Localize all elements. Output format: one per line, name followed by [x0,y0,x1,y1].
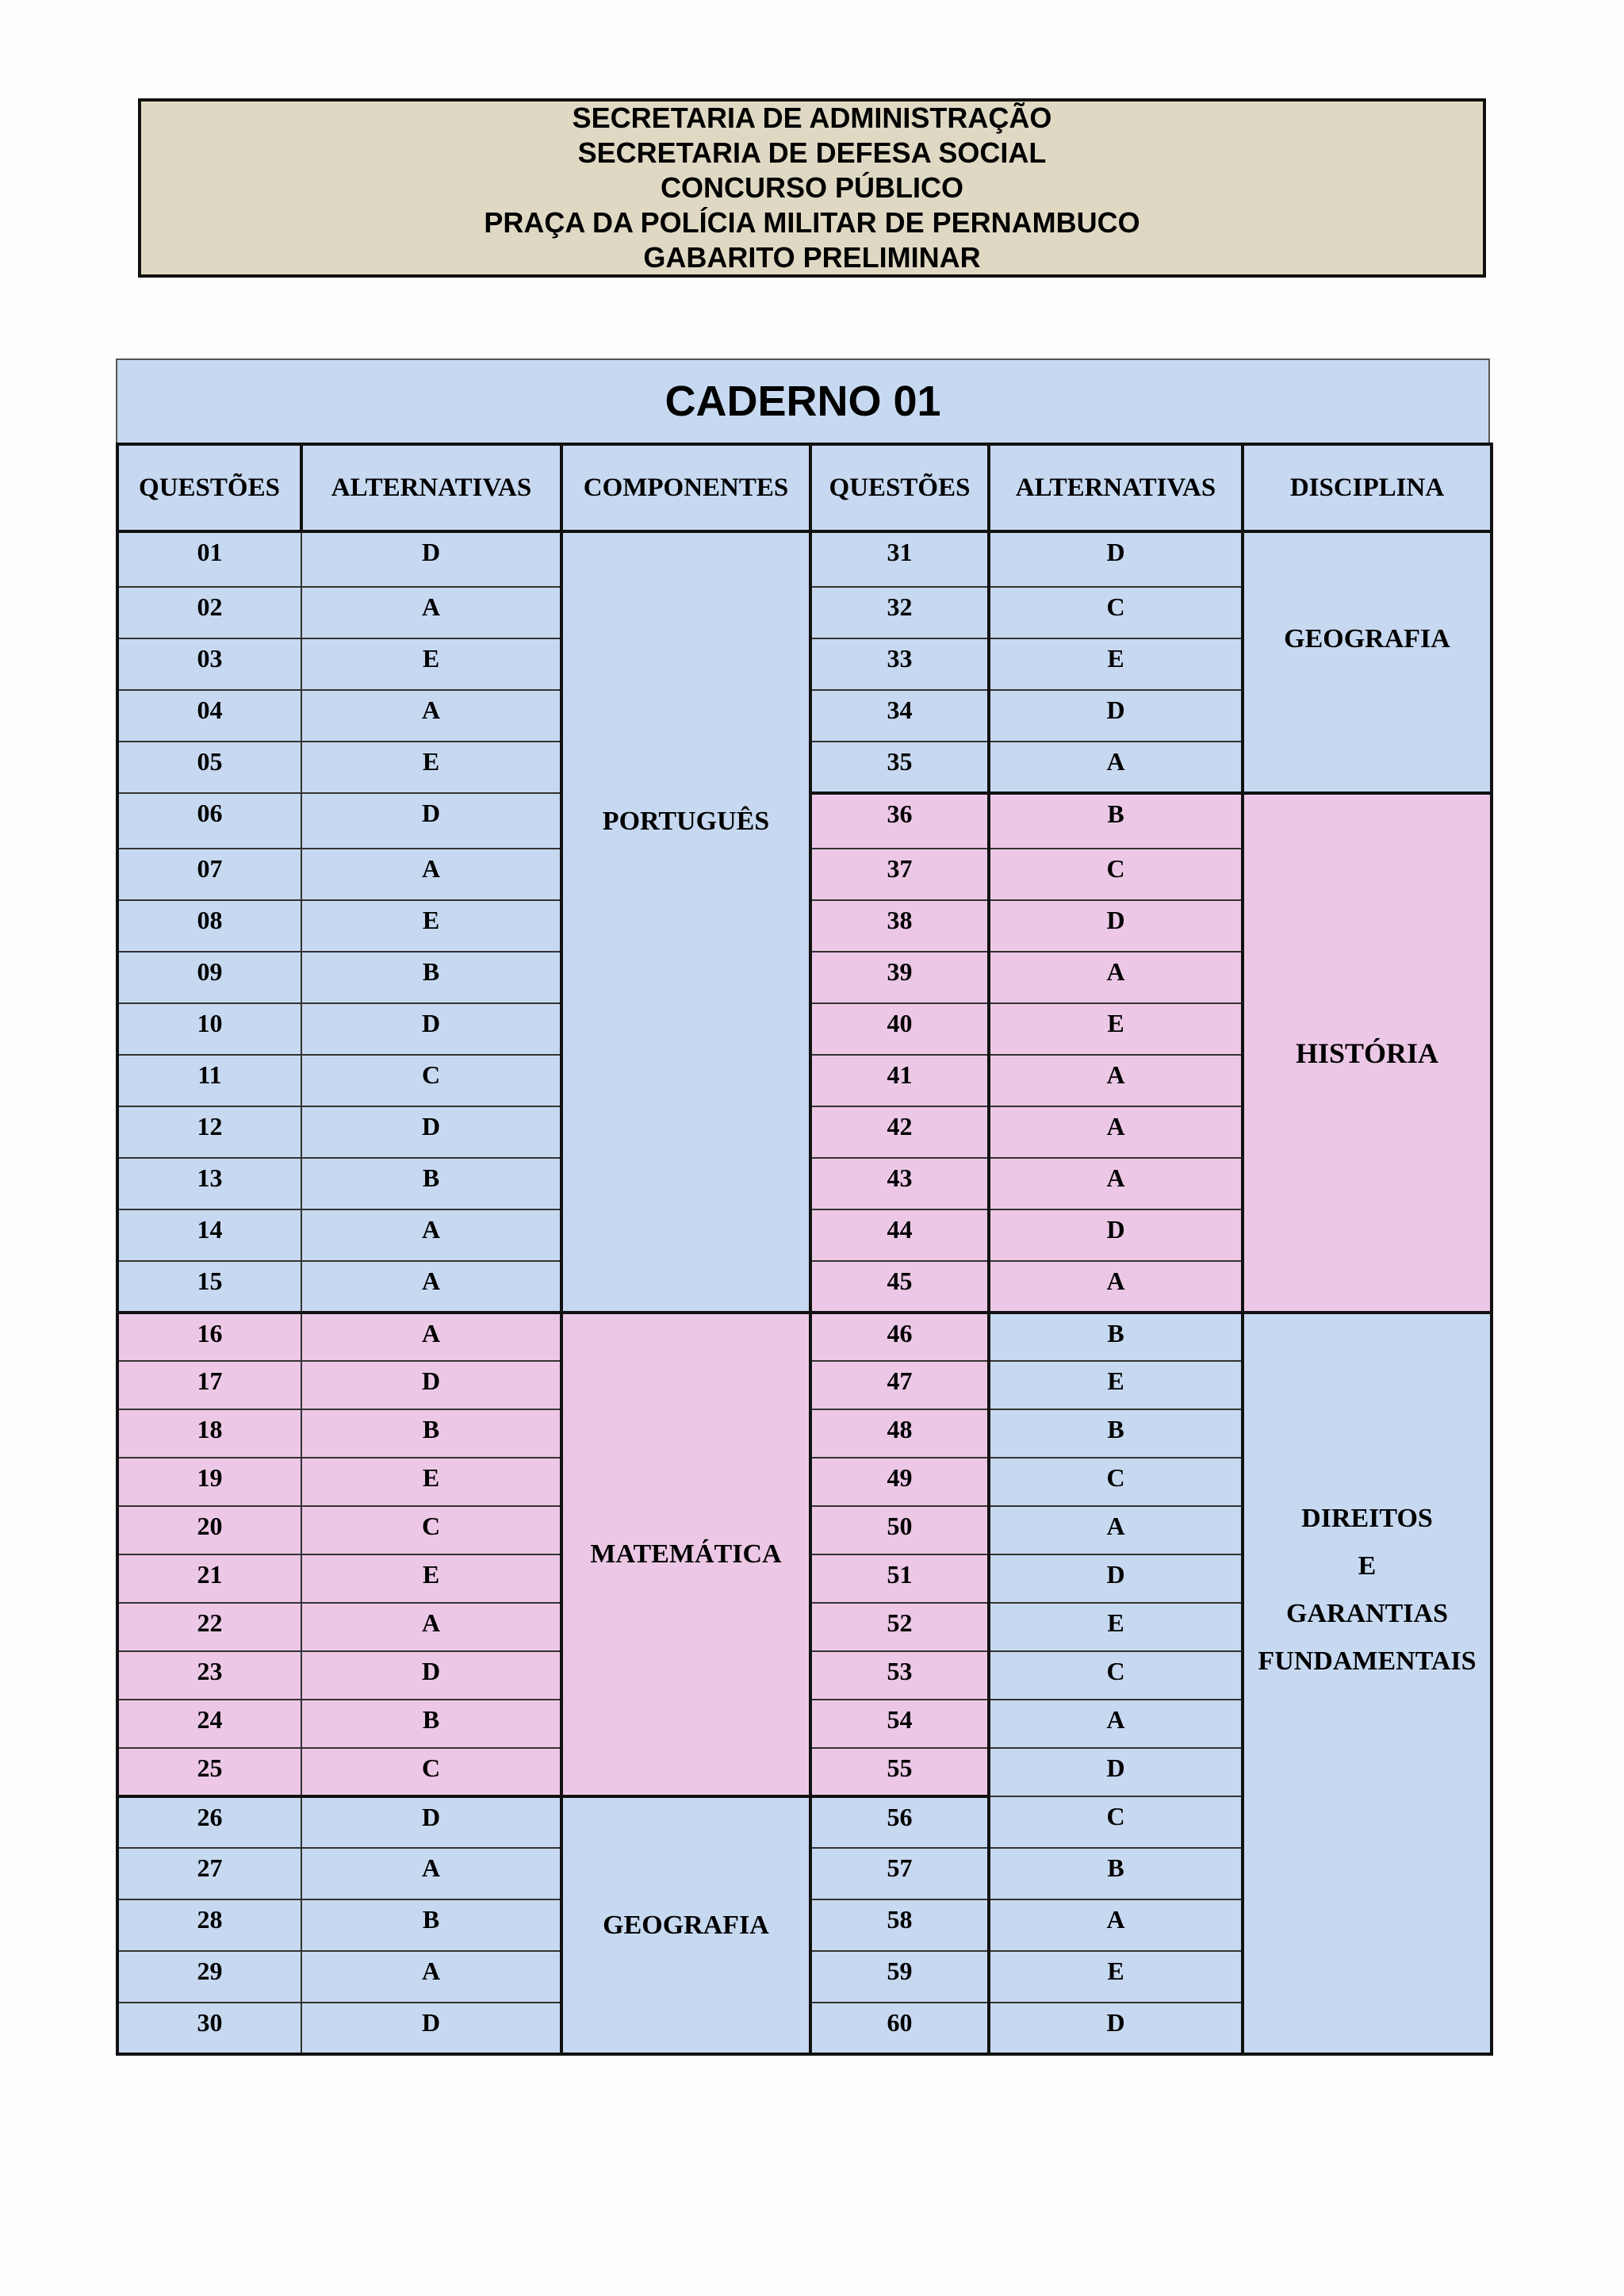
question-number: 30 [117,2003,301,2054]
answer-letter: A [989,1700,1243,1748]
answer-letter: D [301,531,561,587]
discipline-direitos-line: E [1358,1551,1377,1581]
component-portugues: PORTUGUÊS [561,531,810,1313]
question-number: 54 [810,1700,989,1748]
question-number: 52 [810,1603,989,1651]
question-number: 59 [810,1951,989,2003]
answer-letter: B [301,952,561,1003]
header-line-3: CONCURSO PÚBLICO [660,171,963,204]
answer-letter: C [989,1651,1243,1700]
answer-letter: A [301,1261,561,1313]
question-number: 46 [810,1313,989,1361]
discipline-geografia: GEOGRAFIA [1243,531,1492,793]
answer-letter: D [989,531,1243,587]
question-number: 34 [810,690,989,742]
discipline-historia: HISTÓRIA [1243,793,1492,1313]
answer-letter: D [301,2003,561,2054]
question-number: 57 [810,1848,989,1899]
col-header-alternativas-2: ALTERNATIVAS [989,444,1243,531]
question-number: 60 [810,2003,989,2054]
question-number: 20 [117,1506,301,1554]
answer-letter: C [989,587,1243,638]
question-number: 26 [117,1796,301,1848]
answer-key-table [116,443,1493,2056]
answer-letter: D [989,1554,1243,1603]
answer-letter: B [989,1409,1243,1458]
answer-letter: A [301,690,561,742]
answer-letter: E [301,638,561,690]
answer-letter: D [989,2003,1243,2054]
answer-letter: A [301,1951,561,2003]
component-matematica: MATEMÁTICA [561,1313,810,1796]
answer-letter: A [301,1848,561,1899]
answer-letter: E [301,900,561,952]
question-number: 47 [810,1361,989,1409]
answer-letter: D [989,1209,1243,1261]
answer-letter: D [301,1361,561,1409]
question-number: 02 [117,587,301,638]
answer-letter: A [989,1506,1243,1554]
answer-letter: A [989,1158,1243,1209]
question-number: 39 [810,952,989,1003]
question-number: 03 [117,638,301,690]
question-number: 38 [810,900,989,952]
answer-letter: D [989,690,1243,742]
answer-letter: A [301,1209,561,1261]
table-row [117,1313,1492,1361]
answer-letter: C [989,849,1243,900]
question-number: 33 [810,638,989,690]
component-geografia: GEOGRAFIA [561,1796,810,2054]
question-number: 29 [117,1951,301,2003]
answer-letter: E [301,1458,561,1506]
question-number: 35 [810,742,989,793]
question-number: 45 [810,1261,989,1313]
question-number: 08 [117,900,301,952]
answer-letter: A [989,742,1243,793]
answer-letter: C [301,1506,561,1554]
answer-letter: D [301,1106,561,1158]
question-number: 42 [810,1106,989,1158]
discipline-direitos-line: DIREITOS [1301,1504,1433,1533]
answer-letter: D [301,1003,561,1055]
col-header-alternativas-1: ALTERNATIVAS [301,444,561,531]
answer-letter: E [301,742,561,793]
question-number: 41 [810,1055,989,1106]
question-number: 22 [117,1603,301,1651]
answer-letter: D [989,1748,1243,1796]
discipline-direitos [1243,1313,1492,2054]
header-line-2: SECRETARIA DE DEFESA SOCIAL [577,136,1047,169]
answer-letter: E [989,638,1243,690]
question-number: 04 [117,690,301,742]
discipline-direitos-line: FUNDAMENTAIS [1258,1646,1477,1676]
question-number: 37 [810,849,989,900]
question-number: 05 [117,742,301,793]
answer-letter: C [301,1055,561,1106]
question-number: 27 [117,1848,301,1899]
question-number: 13 [117,1158,301,1209]
question-number: 15 [117,1261,301,1313]
question-number: 56 [810,1796,989,1848]
caderno-title: CADERNO 01 [116,358,1490,443]
answer-letter: B [301,1899,561,1951]
question-number: 31 [810,531,989,587]
answer-letter: B [989,1848,1243,1899]
col-header-disciplina: DISCIPLINA [1243,444,1492,531]
question-number: 23 [117,1651,301,1700]
discipline-direitos-line: GARANTIAS [1285,1599,1449,1628]
answer-letter: A [301,587,561,638]
question-number: 58 [810,1899,989,1951]
question-number: 48 [810,1409,989,1458]
answer-letter: C [989,1458,1243,1506]
answer-letter: E [301,1554,561,1603]
answer-letter: A [989,952,1243,1003]
answer-letter: A [989,1261,1243,1313]
header-line-4: PRAÇA DA POLÍCIA MILITAR DE PERNAMBUCO [484,206,1140,239]
answer-letter: B [301,1700,561,1748]
question-number: 32 [810,587,989,638]
question-number: 28 [117,1899,301,1951]
question-number: 53 [810,1651,989,1700]
question-number: 49 [810,1458,989,1506]
answer-letter: C [301,1748,561,1796]
answer-letter: E [989,1361,1243,1409]
question-number: 21 [117,1554,301,1603]
answer-letter: A [301,1313,561,1361]
question-number: 07 [117,849,301,900]
question-number: 51 [810,1554,989,1603]
answer-letter: B [989,1313,1243,1361]
question-number: 43 [810,1158,989,1209]
header-line-5: GABARITO PRELIMINAR [643,241,981,274]
question-number: 01 [117,531,301,587]
answer-letter: A [989,1055,1243,1106]
answer-letter: B [301,1409,561,1458]
question-number: 44 [810,1209,989,1261]
question-number: 09 [117,952,301,1003]
question-number: 40 [810,1003,989,1055]
question-number: 16 [117,1313,301,1361]
answer-letter: B [989,793,1243,849]
answer-letter: A [301,849,561,900]
col-header-componentes: COMPONENTES [561,444,810,531]
question-number: 36 [810,793,989,849]
answer-letter: A [301,1603,561,1651]
answer-letter: D [301,1796,561,1848]
answer-letter: A [989,1899,1243,1951]
question-number: 50 [810,1506,989,1554]
table-row [117,531,1492,587]
table-header-row [117,444,1492,531]
answer-letter: E [989,1603,1243,1651]
question-number: 14 [117,1209,301,1261]
answer-letter: E [989,1951,1243,2003]
answer-letter: D [301,793,561,849]
question-number: 12 [117,1106,301,1158]
question-number: 06 [117,793,301,849]
question-number: 18 [117,1409,301,1458]
question-number: 55 [810,1748,989,1796]
answer-letter: E [989,1003,1243,1055]
answer-letter: A [989,1106,1243,1158]
answer-letter: D [301,1651,561,1700]
answer-letter: C [989,1796,1243,1848]
answer-letter: B [301,1158,561,1209]
question-number: 19 [117,1458,301,1506]
question-number: 17 [117,1361,301,1409]
question-number: 25 [117,1748,301,1796]
question-number: 24 [117,1700,301,1748]
question-number: 11 [117,1055,301,1106]
question-number: 10 [117,1003,301,1055]
header-line-1: SECRETARIA DE ADMINISTRAÇÃO [572,102,1052,134]
answer-letter: D [989,900,1243,952]
col-header-questoes-2: QUESTÕES [810,444,989,531]
col-header-questoes-1: QUESTÕES [117,444,301,531]
header-box [138,98,1486,278]
